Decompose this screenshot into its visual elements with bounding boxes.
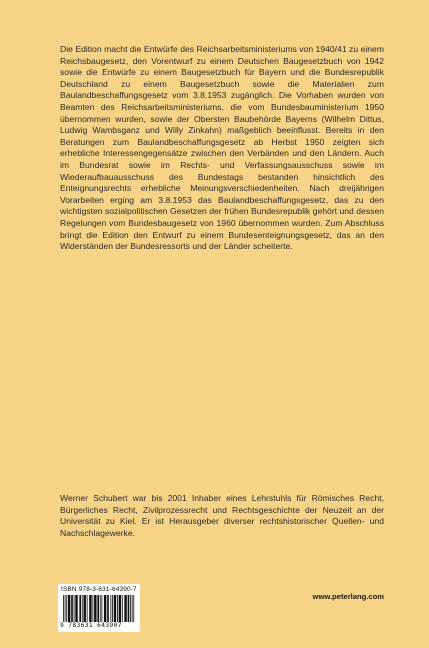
author-bio: Werner Schubert war bis 2001 Inhaber eines Lehrstuhls für Römisches Recht, Bürgerliches Recht, Zivilprozessrecht und Rechtsgeschichte der Neuzeit an der Universität zu Kiel. Er ist Herausgeber diverser rechtshistorischer Quellen- und Nachschlagewerke. xyxy=(60,493,384,538)
barcode-bar xyxy=(66,595,67,622)
barcode-bar xyxy=(128,595,130,622)
barcode-bar xyxy=(97,595,99,622)
barcode-bar xyxy=(92,595,93,622)
barcode-bar xyxy=(132,595,133,622)
barcode-bar xyxy=(107,595,109,622)
barcode-bar xyxy=(104,595,106,622)
barcode-bar xyxy=(87,595,88,622)
barcode-bar xyxy=(119,595,121,622)
barcode-bar xyxy=(82,595,83,622)
barcode-bar xyxy=(110,595,111,622)
barcode-bar xyxy=(75,595,77,622)
barcode-bar xyxy=(68,595,70,622)
barcode-bar xyxy=(71,595,73,622)
barcode-bar xyxy=(94,595,96,622)
barcode-bar xyxy=(130,595,131,622)
barcode-bar xyxy=(117,595,118,622)
barcode-bar xyxy=(79,595,81,622)
barcode-bar xyxy=(65,595,66,622)
isbn-label: ISBN 978-3-631-64390-7 xyxy=(61,586,137,593)
barcode-bar xyxy=(124,595,126,622)
barcode-bar xyxy=(133,595,134,622)
barcode-area xyxy=(58,584,140,632)
barcode-bar xyxy=(83,595,85,622)
barcode-bar xyxy=(114,595,116,622)
barcode-bar xyxy=(100,595,101,622)
barcode-bar xyxy=(122,595,123,622)
barcode-bar xyxy=(63,595,64,622)
barcode-bar xyxy=(112,595,113,622)
barcode-icon xyxy=(63,595,135,622)
barcode-bar xyxy=(101,595,102,622)
publisher-url: www.peterlang.com xyxy=(312,592,384,601)
barcode-bar xyxy=(74,595,75,622)
book-description: Die Edition macht die Entwürfe des Reichsarbeitsministeriums von 1940/41 zu einem Reichsbaugesetz, den Vorentwurf zu einem Deutschen Baugesetzbuch von 1942 sowie die Entwürfe zu einem Baugesetzbuch für Bayern und die Bundesrepublik Deutschland zu einem Baugesetzbuch sowie die Materialien zum Baulandbeschaffungsgesetz vom 3.8.1953 zugänglich. Die Vorhaben wurden von Beamten des Reichsarbeitsministeriums, die vom Bundesbauministerium 1950 übernommen wurden, sowie der Obersten Baubehörde Bayerns (Wilhelm Dittus, Ludwig Wambsganz und Willy Zinkahn) maßgeblich beeinflusst. Bereits in den Beratungen zum Baulandbeschaffungsgesetz ab Herbst 1950 zeigten sich erhebliche Interessengegensätze zwischen den Verbänden und den Ländern. Auch im Bundesrat sowie im Rechts- und Verfassungsausschuss sowie im Wiederaufbauausschuss des Bundestags bestanden hinsichtlich des Enteignungsrechts erhebliche Meinungsverschiedenheiten. Nach dreijährigen Vorarbeiten erging am 3.8.1953 das Baulandbeschaffungsgesetz, das zu den wichtigsten sozialpolitischen Gesetzen der frühen Bundesrepublik gehört und dessen Regelungen vom Bundesbaugesetz von 1960 übernommen wurden. Zum Abschluss bringt die Edition den Entwurf zu einem Bundesenteignungsgesetz, das an den Widerständen der Bundesressorts und der Länder scheiterte. xyxy=(60,44,384,252)
barcode-bar xyxy=(89,595,91,622)
barcode-digits: 9 783631 643907 xyxy=(60,622,122,629)
